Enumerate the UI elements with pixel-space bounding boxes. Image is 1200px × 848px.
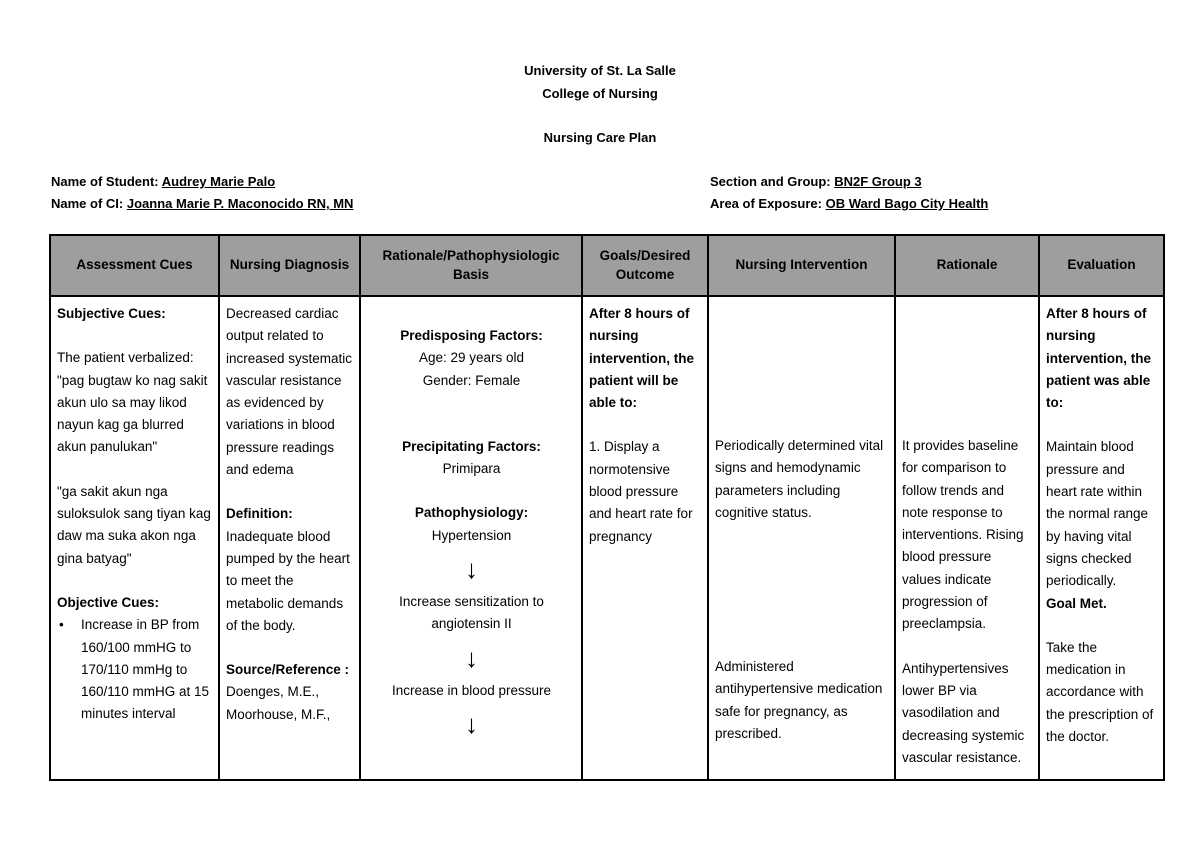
college-name: College of Nursing <box>542 86 658 101</box>
header-evaluation: Evaluation <box>1039 235 1164 296</box>
evaluation-item-2: Take the medication in accordance with the prescription of the doctor. <box>1046 639 1154 745</box>
rationale-item-1: It provides baseline for comparison to follow trends and note response to interventions. Rising blood pressure values indicate progression of preeclampsia. <box>902 438 1024 632</box>
down-arrow-icon: ↓ <box>465 554 478 585</box>
ci-value: Joanna Marie P. Maconocido RN, MN <box>126 196 354 211</box>
header-rationale: Rationale <box>895 235 1039 296</box>
patho-step-blood-pressure: Increase in blood pressure <box>391 682 552 698</box>
university-name: University of St. La Salle <box>524 63 676 78</box>
student-label: Name of Student: <box>51 174 159 189</box>
objective-list <box>57 614 213 725</box>
pathophysiology-heading: Pathophysiology: <box>414 505 529 521</box>
header-nursing-intervention: Nursing Intervention <box>708 235 895 296</box>
definition-text: Inadequate blood pumped by the heart to meet the metabolic demands of the body. <box>226 528 350 633</box>
table-row <box>50 296 1164 780</box>
bullet-icon: • <box>59 617 64 633</box>
subjective-heading: Subjective Cues: <box>57 306 166 321</box>
header-goals: Goals/Desired Outcome <box>582 235 708 296</box>
definition-heading: Definition: <box>226 506 293 522</box>
goals-cell <box>582 296 708 780</box>
rationale-item-2: Antihypertensives lower BP via vasodilation and decreasing systemic vascular resistance. <box>902 660 1025 765</box>
source-text: Doenges, M.E., Moorhouse, M.F., <box>226 684 331 722</box>
goal-item-1: 1. Display a normotensive blood pressure and heart rate for pregnancy <box>589 439 693 544</box>
evaluation-cell <box>1039 296 1164 780</box>
diagnosis-statement: Decreased cardiac output related to increased systematic vascular resistance as evidenced by variations in blood pressure readings and edema <box>226 306 353 478</box>
predisposing-age: Age: 29 years old <box>418 350 525 366</box>
header-rationale-patho: Rationale/Pathophysiologic Basis <box>360 235 582 296</box>
table-header-row <box>50 235 1164 296</box>
area-exposure-line <box>710 196 988 211</box>
section-value: BN2F Group 3 <box>834 174 922 189</box>
evaluation-intro: After 8 hours of nursing intervention, the patient was able to: <box>1046 306 1152 411</box>
care-plan-table <box>49 234 1165 781</box>
precipitating-heading: Precipitating Factors: <box>402 438 541 454</box>
section-group-line <box>710 174 922 189</box>
goal-status: Goal Met. <box>1046 595 1107 611</box>
evaluation-item-1: Maintain blood pressure and heart rate within the normal range by having vital signs checked periodically. <box>1046 439 1149 589</box>
document-title: Nursing Care Plan <box>543 130 657 145</box>
assessment-cues-cell <box>50 296 219 780</box>
precipitating-value: Primipara <box>442 461 501 477</box>
area-label: Area of Exposure: <box>710 196 822 211</box>
student-value: Audrey Marie Palo <box>161 174 276 189</box>
objective-item-text: Increase in BP from 160/100 mmHG to 170/110 mmHg to 160/110 mmHG at 15 minutes interval <box>81 617 210 722</box>
goals-intro: After 8 hours of nursing intervention, the patient will be able to: <box>589 306 695 411</box>
section-label: Section and Group: <box>710 174 831 189</box>
ci-label: Name of CI: <box>51 196 124 211</box>
down-arrow-icon: ↓ <box>465 708 478 739</box>
header-assessment-cues: Assessment Cues <box>50 235 219 296</box>
intervention-item-1: Periodically determined vital signs and hemodynamic parameters including cognitive status. <box>715 438 884 520</box>
student-name-line <box>51 174 275 189</box>
patho-step-sensitization: Increase sensitization to angiotensin II <box>399 594 544 632</box>
down-arrow-icon: ↓ <box>465 642 478 673</box>
patho-cell <box>360 296 582 780</box>
ci-name-line <box>51 196 353 211</box>
area-value: OB Ward Bago City Health <box>825 196 989 211</box>
nursing-diagnosis-cell <box>219 296 360 780</box>
predisposing-heading: Predisposing Factors: <box>400 328 543 343</box>
subjective-verbalized: The patient verbalized: "pag bugtaw ko nag sakit akun ulo sa may likod nayun kag ga blurred akun panulukan" <box>57 350 208 455</box>
rationale-cell <box>895 296 1039 780</box>
predisposing-gender: Gender: Female <box>422 372 521 388</box>
source-heading: Source/Reference : <box>226 662 350 678</box>
intervention-item-2: Administered antihypertensive medication safe for pregnancy, as prescribed. <box>715 659 883 742</box>
objective-heading: Objective Cues: <box>57 594 160 610</box>
header-nursing-diagnosis: Nursing Diagnosis <box>219 235 360 296</box>
pathophysiology-value: Hypertension <box>431 527 512 543</box>
subjective-quote-2: "ga sakit akun nga suloksulok sang tiyan kag daw ma suka akon nga gina batyag" <box>57 483 211 566</box>
nursing-intervention-cell <box>708 296 895 780</box>
list-item <box>59 614 213 725</box>
